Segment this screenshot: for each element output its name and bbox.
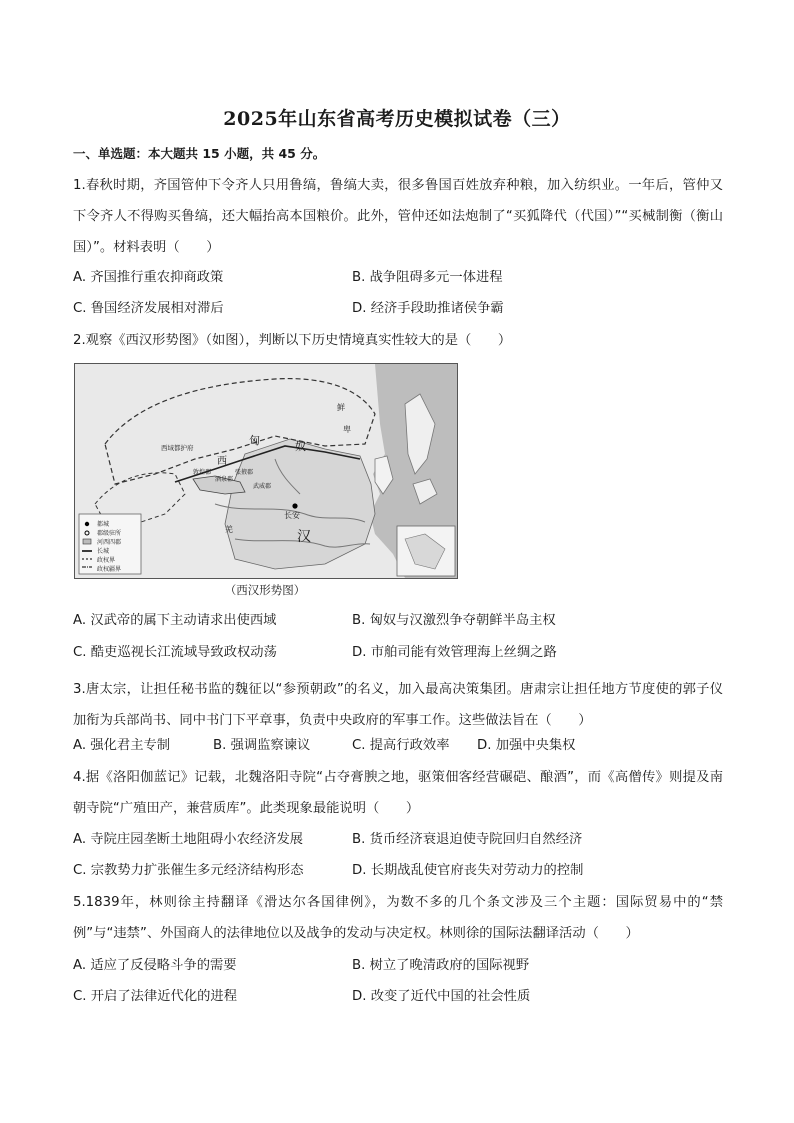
q1-option-b: B. 战争阻碍多元一体进程 xyxy=(352,270,503,285)
question-2-stem: 2.观察《西汉形势图》（如图），判断以下历史情境真实性较大的是（ ） xyxy=(73,333,512,348)
map-label-xiongnu-2: 奴 xyxy=(295,440,306,453)
q3-option-c: C. 提高行政效率 xyxy=(352,738,450,753)
q2-option-c: C. 酷吏巡视长江流域导致政权动荡 xyxy=(73,645,277,660)
question-5-stem: 5.1839年，林则徐主持翻译《滑达尔各国律例》，为数不多的几个条文涉及三个主题：国际贸易中的“禁例”与“违禁”、外国商人的法律地位以及战争的发动与决定权。林则徐的国际法翻译活动（ ） xyxy=(73,895,723,941)
map-label-xi: 西 xyxy=(217,456,227,467)
map-label-jiuquan: 酒泉郡 xyxy=(215,476,234,483)
q1-option-c: C. 鲁国经济发展相对滞后 xyxy=(73,301,224,316)
q4-option-b: B. 货币经济衰退迫使寺院回归自然经济 xyxy=(352,832,583,847)
q5-option-a: A. 适应了反侵略斗争的需要 xyxy=(73,958,237,973)
map-label-changan: 长安 xyxy=(284,511,300,520)
q2-option-d: D. 市舶司能有效管理海上丝绸之路 xyxy=(352,645,557,660)
q4-option-a: A. 寺院庄园垄断土地阻碍小农经济发展 xyxy=(73,832,304,847)
map-label-zhangye: 张掖郡 xyxy=(235,469,254,476)
map-label-bei: 卑 xyxy=(343,425,351,434)
q5-option-d: D. 改变了近代中国的社会性质 xyxy=(352,989,531,1004)
q3-option-a: A. 强化君主专制 xyxy=(73,738,171,753)
legend-label-6: 政权疆界 xyxy=(97,566,122,573)
legend-label-2: 郡级驻所 xyxy=(97,530,122,537)
q1-option-a: A. 齐国推行重农抑商政策 xyxy=(73,270,224,285)
question-3-stem: 3.唐太宗，让担任秘书监的魏征以“参预朝政”的名义，加入最高决策集团。唐肃宗让担任地方节度使的郭子仪加衔为兵部尚书、同中书门下平章事，负责中央政府的军事工作。这些做法旨在（ ） xyxy=(73,682,723,728)
page-title: 2025年山东省高考历史模拟试卷（三） xyxy=(223,108,571,130)
q5-option-b: B. 树立了晚清政府的国际视野 xyxy=(352,958,530,973)
q4-option-d: D. 长期战乱使官府丧失对劳动力的控制 xyxy=(352,863,584,878)
q3-option-d: D. 加强中央集权 xyxy=(477,738,576,753)
map-label-xiyu: 西域都护府 xyxy=(161,444,194,452)
map-label-dunhuang: 敦煌郡 xyxy=(193,469,212,476)
map-label-han: 汉 xyxy=(297,529,311,545)
western-han-map xyxy=(74,363,458,579)
map-label-qiang: 羌 xyxy=(225,525,233,534)
legend-label-4: 长城 xyxy=(97,548,110,555)
map-drawing xyxy=(75,364,457,578)
legend-label-1: 都城 xyxy=(97,521,110,528)
q1-option-d: D. 经济手段助推诸侯争霸 xyxy=(352,301,504,316)
q2-option-a: A. 汉武帝的属下主动请求出使西域 xyxy=(73,613,277,628)
q5-option-c: C. 开启了法律近代化的进程 xyxy=(73,989,238,1004)
map-label-xian: 鲜 xyxy=(337,403,345,412)
q2-option-b: B. 匈奴与汉激烈争夺朝鲜半岛主权 xyxy=(352,613,556,628)
map-label-wuwei: 武威郡 xyxy=(253,483,272,490)
q4-option-c: C. 宗教势力扩张催生多元经济结构形态 xyxy=(73,863,304,878)
legend-label-3: 河西四郡 xyxy=(97,539,122,546)
q3-option-b: B. 强调监察谏议 xyxy=(213,738,311,753)
question-1-stem: 1.春秋时期，齐国管仲下令齐人只用鲁缟，鲁缟大卖，很多鲁国百姓放弃种粮，加入纺织业。一年后，管仲又下令齐人不得购买鲁缟，还大幅抬高本国粮价。此外，管仲还如法炮制了“买狐降代（代国）”“买械制衡（衡山国）”。材料表明（ ） xyxy=(73,178,723,255)
legend-label-5: 政权界 xyxy=(97,557,116,564)
map-label-xiongnu-1: 匈 xyxy=(249,434,260,447)
question-4-stem: 4.据《洛阳伽蓝记》记载，北魏洛阳寺院“占夺膏腴之地，驱策佃客经营碾硙、酿酒”，而《高僧传》则提及南朝寺院“广殖田产，兼营质库”。此类现象最能说明（ ） xyxy=(73,770,723,816)
map-caption: （西汉形势图） xyxy=(224,583,306,597)
section-heading: 一、单选题：本大题共 15 小题，共 45 分。 xyxy=(73,146,326,161)
